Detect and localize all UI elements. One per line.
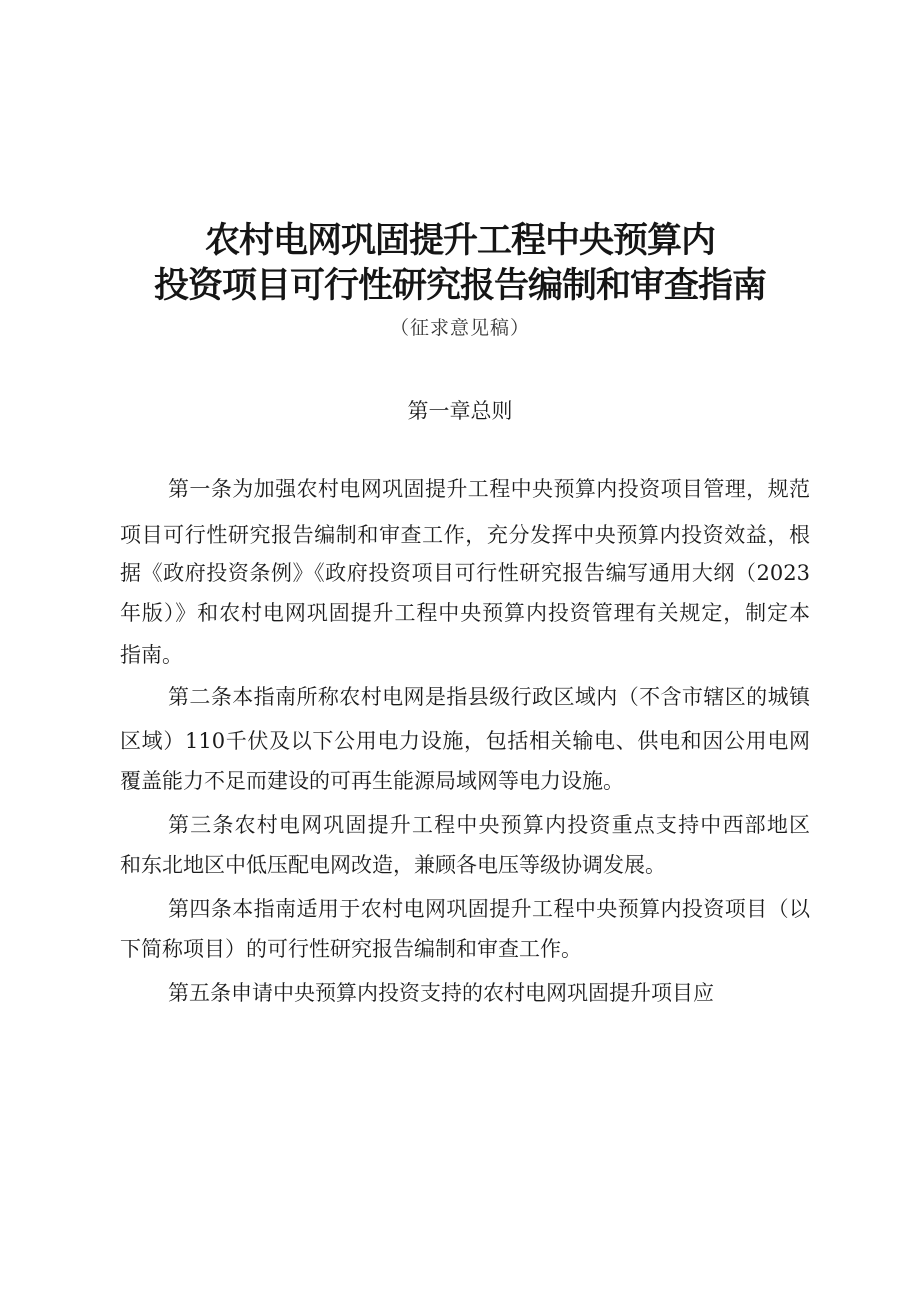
article-2-line: 区域）110千伏及以下公用电力设施，包括相关输电、供电和因公用电网 [120,729,810,753]
article-3-line: 和东北地区中低压配电网改造，兼顾各电压等级协调发展。 [120,853,666,877]
document-title-line-2: 投资项目可行性研究报告编制和审查指南 [153,266,766,306]
article-5-line: 第五条申请中央预算内投资支持的农村电网巩固提升项目应 [168,981,714,1005]
article-1-line: 年版）》和农村电网巩固提升工程中央预算内投资管理有关规定，制定本 [120,601,810,625]
article-2-line: 第二条本指南所称农村电网是指县级行政区域内（不含市辖区的城镇 [168,685,810,709]
draft-status-label: （征求意见稿） [389,317,530,339]
article-2-line: 覆盖能力不足而建设的可再生能源局域网等电力设施。 [120,769,624,793]
article-4-line: 下简称项目）的可行性研究报告编制和审查工作。 [120,937,582,961]
article-4-line: 第四条本指南适用于农村电网巩固提升工程中央预算内投资项目（以 [168,897,810,921]
chapter-heading: 第一章总则 [407,399,513,423]
article-1-line: 项目可行性研究报告编制和审查工作，充分发挥中央预算内投资效益，根 [120,523,810,547]
document-title-line-1: 农村电网巩固提升工程中央预算内 [204,221,715,261]
article-3-line: 第三条农村电网巩固提升工程中央预算内投资重点支持中西部地区 [168,813,810,837]
article-1-line: 第一条为加强农村电网巩固提升工程中央预算内投资项目管理，规范 [168,477,810,501]
article-1-line: 指南。 [120,643,183,667]
article-1-line: 据《政府投资条例》《政府投资项目可行性研究报告编写通用大纲（2023 [120,561,810,585]
